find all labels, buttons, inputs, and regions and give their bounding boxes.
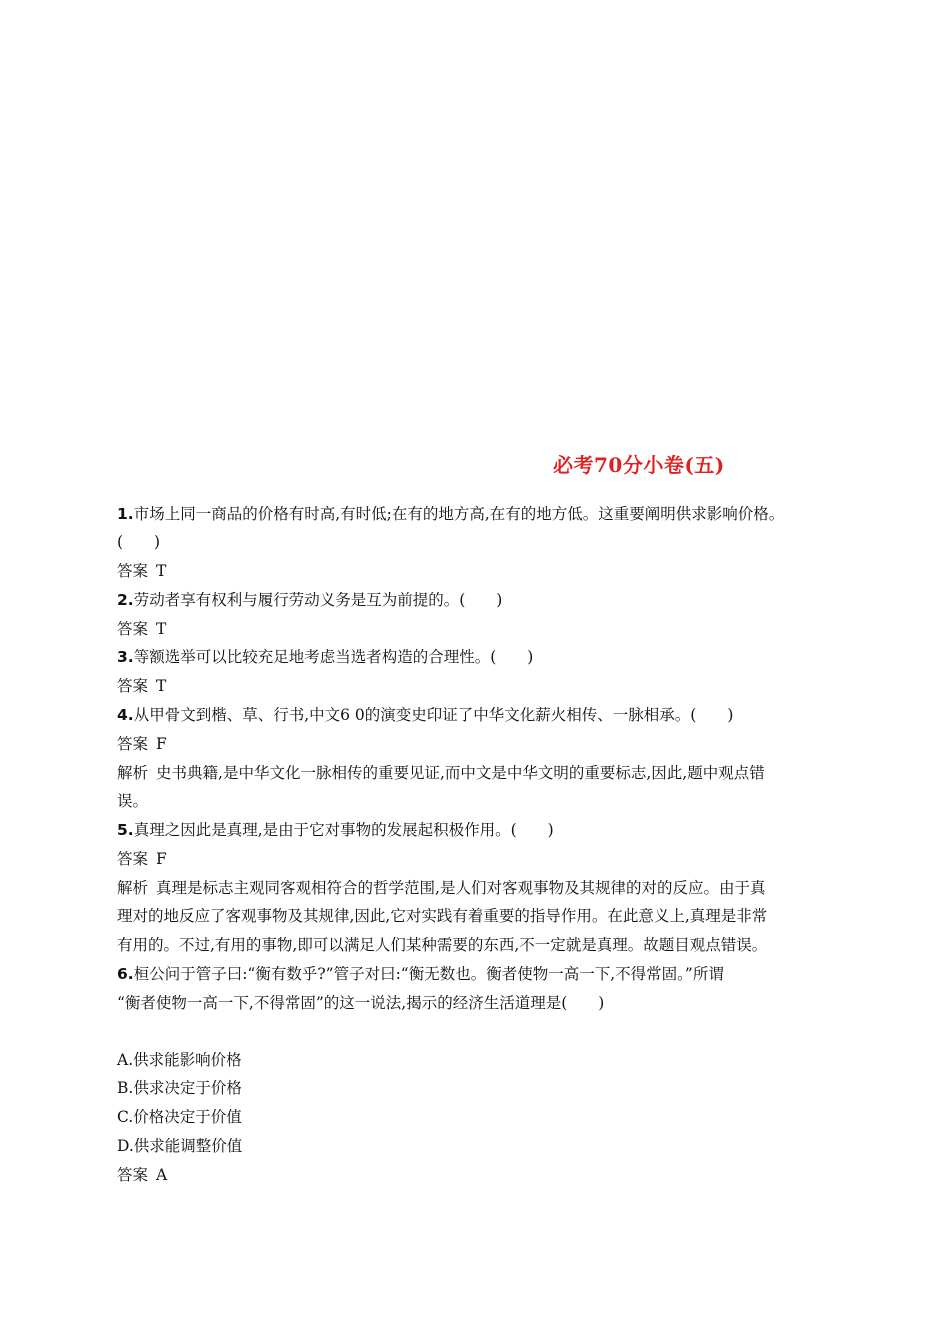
answer-label: 答案 bbox=[117, 1166, 149, 1184]
answer-value: T bbox=[156, 677, 167, 695]
question-number: 4. bbox=[117, 706, 134, 724]
answer-value: F bbox=[156, 735, 167, 753]
question-number: 6. bbox=[117, 965, 134, 983]
question-text-line: 2.劳动者享有权利与履行劳动义务是互为前提的。( ) bbox=[117, 591, 503, 609]
analysis-label: 解析 bbox=[117, 879, 149, 897]
question-number: 3. bbox=[117, 648, 134, 666]
answer-value: T bbox=[156, 562, 167, 580]
question-text-line: ( ) bbox=[117, 533, 161, 551]
question-text-line: 4.从甲骨文到楷、草、行书,中文6 0的演变史印证了中华文化薪火相传、一脉相承。( ) bbox=[117, 706, 734, 724]
analysis-line: 理对的地反应了客观事物及其规律,因此,它对实践有着重要的指导作用。在此意义上,真理是非常 bbox=[117, 907, 768, 925]
option-c: C.价格决定于价值 bbox=[117, 1108, 242, 1126]
analysis-line: 解析 史书典籍,是中华文化一脉相传的重要见证,而中文是中华文明的重要标志,因此,题中观点错 bbox=[117, 764, 765, 782]
analysis-line: 解析 真理是标志主观同客观相符合的哲学范围,是人们对客观事物及其规律的对的反应。由于真 bbox=[117, 879, 766, 897]
question-number: 5. bbox=[117, 821, 134, 839]
option-a: A.供求能影响价格 bbox=[117, 1051, 242, 1069]
answer-line bbox=[117, 848, 167, 870]
answer-value: A bbox=[156, 1166, 168, 1184]
answer-label: 答案 bbox=[117, 620, 149, 638]
question-text-line: 3.等额选举可以比较充足地考虑当选者构造的合理性。( ) bbox=[117, 648, 534, 666]
analysis-line: 误。 bbox=[117, 792, 149, 810]
page-title: 必考70分小卷(五) bbox=[553, 453, 725, 477]
answer-line bbox=[117, 560, 166, 582]
answer-value: F bbox=[156, 850, 167, 868]
answer-line bbox=[117, 733, 167, 755]
answer-label: 答案 bbox=[117, 735, 149, 753]
analysis-line: 有用的。不过,有用的事物,即可以满足人们某种需要的东西,不一定就是真理。故题目观点错误。 bbox=[117, 936, 768, 954]
option-d: D.供求能调整价值 bbox=[117, 1137, 243, 1155]
question-text-line: 6.桓公问于管子曰:“衡有数乎?”管子对曰:“衡无数也。衡者使物一高一下,不得常固。”所谓 bbox=[117, 965, 724, 983]
answer-label: 答案 bbox=[117, 677, 149, 695]
question-text-line: 1.市场上同一商品的价格有时高,有时低;在有的地方高,在有的地方低。这重要阐明供求影响价格。 bbox=[117, 505, 785, 523]
question-number: 2. bbox=[117, 591, 134, 609]
answer-value: T bbox=[156, 620, 167, 638]
answer-line bbox=[117, 1164, 167, 1186]
answer-line bbox=[117, 618, 166, 640]
answer-label: 答案 bbox=[117, 562, 149, 580]
analysis-label: 解析 bbox=[117, 764, 149, 782]
question-text-line: “衡者使物一高一下,不得常固”的这一说法,揭示的经济生活道理是( ) bbox=[117, 994, 605, 1012]
answer-label: 答案 bbox=[117, 850, 149, 868]
answer-line bbox=[117, 675, 166, 697]
question-text-line: 5.真理之因此是真理,是由于它对事物的发展起积极作用。( ) bbox=[117, 821, 554, 839]
question-number: 1. bbox=[117, 505, 134, 523]
option-b: B.供求决定于价格 bbox=[117, 1079, 242, 1097]
